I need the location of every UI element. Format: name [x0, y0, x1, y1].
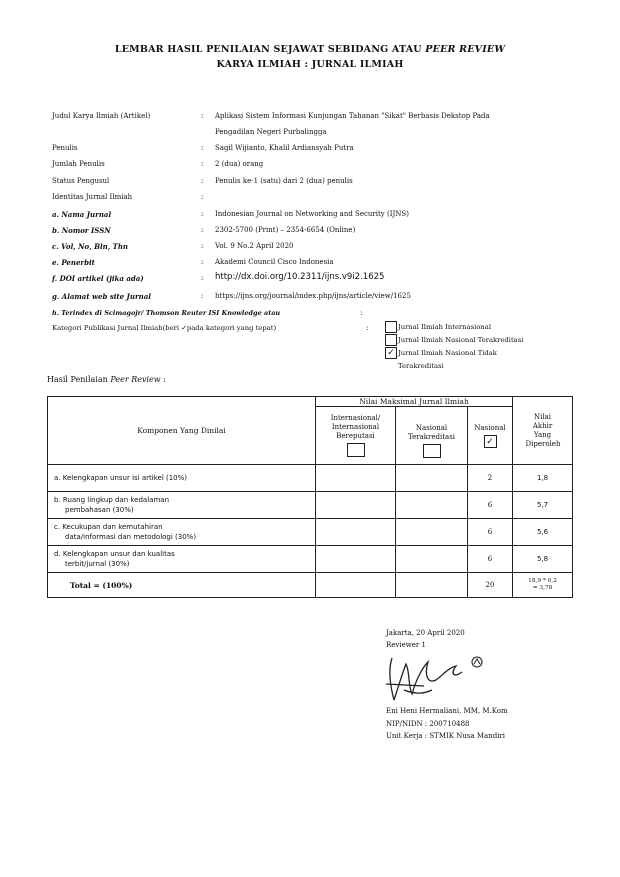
table-row — [48, 546, 573, 573]
table-row — [48, 519, 573, 546]
checkbox-internasional[interactable] — [347, 443, 365, 457]
reviewer-label: Reviewer 1 — [386, 641, 426, 649]
check-icon: ✓ — [387, 348, 395, 358]
col-internasional — [316, 407, 396, 465]
table-row — [48, 492, 573, 519]
col-nasional-terakreditasi-text: Nasional Terakreditasi — [407, 423, 456, 441]
colon: : — [201, 258, 204, 266]
total-label: Total = (100%) — [48, 573, 316, 598]
nama-jurnal-value: Indonesian Journal on Networking and Security (IJNS) — [215, 210, 409, 218]
col-nasional — [468, 407, 513, 465]
signature-stroke — [386, 658, 462, 700]
max-cell: 6 — [468, 492, 513, 519]
max-cell: 6 — [468, 546, 513, 573]
category-checkbox-nasional-tidak[interactable] — [385, 347, 397, 359]
judul-value-cont: Pengadilan Negeri Purbalingga — [215, 128, 327, 136]
component-cell — [48, 546, 316, 573]
penulis-label: Penulis — [52, 144, 78, 152]
issn-label: b. Nomor ISSN — [52, 226, 111, 235]
total-score-line-1: 18,9 * 0,2 — [528, 578, 557, 584]
checkbox-nasional[interactable] — [484, 435, 497, 448]
empty-cell — [316, 465, 396, 492]
judul-value: Aplikasi Sistem Informasi Kunjungan Tahanan "Sikat" Berbasis Dekstop Pada — [215, 112, 490, 120]
colon: : — [201, 193, 204, 201]
empty-cell — [396, 573, 468, 598]
colon: : — [201, 242, 204, 250]
place-date: Jakarta, 20 April 2020 — [386, 629, 465, 637]
category-label-internasional: Jurnal Ilmiah Internasional — [398, 323, 492, 331]
judul-label: Judul Karya Ilmiah (Artikel) — [52, 112, 151, 120]
category-checkbox-internasional[interactable] — [385, 321, 397, 333]
empty-cell — [316, 492, 396, 519]
document-subtitle: KARYA ILMIAH : JURNAL ILMIAH — [216, 59, 404, 70]
component-label-cont: data/informasi dan metodologi (30%) — [65, 533, 197, 541]
title-line-1: LEMBAR HASIL PENILAIAN SEJAWAT SEBIDANG ATAU — [114, 44, 426, 55]
penerbit-value: Akademi Council Cisco Indonesia — [215, 258, 334, 266]
component-label: d. Kelengkapan unsur dan kualitas — [54, 550, 175, 558]
reviewer-name: Eni Heni Hermaliani, MM, M.Kom — [386, 707, 508, 715]
komponen-header: Komponen Yang Dinilai — [48, 397, 316, 465]
website-value: https://ijns.org/journal/index.php/ijns/article/view/1625 — [215, 292, 411, 300]
category-checkbox-nasional-terakreditasi[interactable] — [385, 334, 397, 346]
colon: : — [201, 292, 204, 300]
reviewer-nip: NIP/NIDN : 200710488 — [386, 720, 470, 728]
empty-cell — [316, 519, 396, 546]
category-label-nasional-tidak-cont: Terakreditasi — [398, 362, 444, 370]
hasil-suffix: : — [160, 375, 166, 384]
colon: : — [366, 324, 369, 332]
kategori-label: Kategori Publikasi Jurnal Ilmiah(beri ✓pada kategori yang tepat) — [52, 324, 277, 332]
col-nasional-terakreditasi — [396, 407, 468, 465]
score-cell: 5,8 — [513, 546, 573, 573]
category-label-nasional-tidak: Jurnal Ilmiah Nasional Tidak — [398, 349, 497, 357]
colon: : — [201, 112, 204, 120]
category-label-nasional-terakreditasi: Jurnal Ilmiah Nasional Terakreditasi — [398, 336, 524, 344]
hasil-prefix: Hasil Penilaian — [47, 375, 111, 384]
component-label-cont: pembahasan (30%) — [65, 506, 134, 514]
signature-image — [384, 650, 494, 708]
col-internasional-text: Internasional/ Internasional Bereputasi — [330, 414, 381, 440]
check-icon: ✓ — [486, 436, 494, 447]
score-table — [47, 396, 573, 598]
title-italic: PEER REVIEW — [425, 44, 506, 55]
score-cell: 5,7 — [513, 492, 573, 519]
component-label-cont: terbit/jurnal (30%) — [65, 560, 130, 568]
reviewer-unit: Unit Kerja : STMIK Nusa Mandiri — [386, 732, 505, 740]
vol-value: Vol. 9 No.2 April 2020 — [215, 242, 294, 250]
empty-cell — [396, 492, 468, 519]
nama-jurnal-label: a. Nama Jurnal — [52, 210, 112, 219]
component-label: c. Kecukupan dan kemutahiran — [54, 523, 163, 531]
nilai-max-header: Nilai Maksimal Jurnal Ilmiah — [316, 397, 513, 407]
checkbox-nasional-terakreditasi[interactable] — [423, 444, 441, 458]
table-row — [48, 465, 573, 492]
max-cell: 6 — [468, 519, 513, 546]
component-label: b. Ruang lingkup dan kedalaman — [54, 496, 170, 504]
colon: : — [201, 144, 204, 152]
component-label: a. Kelengkapan unsur isi artikel (10%) — [54, 474, 188, 482]
doi-label: f. DOI artikel (jika ada) — [52, 274, 144, 283]
document-title — [0, 44, 620, 55]
empty-cell — [396, 465, 468, 492]
issn-value: 2302-5700 (Print) – 2354-6654 (Online) — [215, 226, 356, 234]
website-label: g. Alamat web site Jurnal — [52, 292, 151, 301]
nilai-akhir-header — [513, 397, 573, 465]
max-cell: 2 — [468, 465, 513, 492]
terindex-label: h. Terindex di Scimagojr/ Thomson Reuter ISI Knowledge atau — [52, 309, 281, 317]
penerbit-label: e. Penerbit — [52, 258, 95, 267]
doi-value: http://dx.doi.org/10.2311/ijns.v9i2.1625 — [215, 272, 385, 282]
total-score-line-2: = 3,78 — [532, 585, 553, 591]
col-nasional-text: Nasional — [474, 423, 506, 432]
hasil-penilaian-heading — [47, 375, 166, 384]
colon: : — [201, 226, 204, 234]
status-value: Penulis ke-1 (satu) dari 2 (dua) penulis — [215, 177, 353, 185]
hasil-italic: Peer Review — [110, 375, 161, 384]
identitas-label: Identitas Jurnal Ilmiah — [52, 193, 133, 201]
empty-cell — [316, 546, 396, 573]
empty-cell — [396, 546, 468, 573]
total-score — [513, 573, 573, 598]
score-cell: 5,6 — [513, 519, 573, 546]
total-row — [48, 573, 573, 598]
colon: : — [201, 274, 204, 282]
colon: : — [201, 177, 204, 185]
colon: : — [201, 210, 204, 218]
jumlah-label: Jumlah Penulis — [52, 160, 105, 168]
jumlah-value: 2 (dua) orang — [215, 160, 264, 168]
colon: : — [201, 160, 204, 168]
component-cell — [48, 519, 316, 546]
status-label: Status Pengusul — [52, 177, 110, 185]
empty-cell — [396, 519, 468, 546]
component-cell — [48, 465, 316, 492]
total-max: 20 — [468, 573, 513, 598]
nilai-akhir-text: Nilai Akhir Yang Diperoleh — [525, 412, 561, 448]
score-cell: 1,8 — [513, 465, 573, 492]
vol-label: c. Vol, No, Bln, Thn — [52, 242, 128, 251]
empty-cell — [316, 573, 396, 598]
component-cell — [48, 492, 316, 519]
penulis-value: Sagil Wijianto, Khalil Ardiansyah Putra — [215, 144, 354, 152]
signature-mark — [474, 659, 480, 664]
colon: : — [360, 309, 363, 317]
